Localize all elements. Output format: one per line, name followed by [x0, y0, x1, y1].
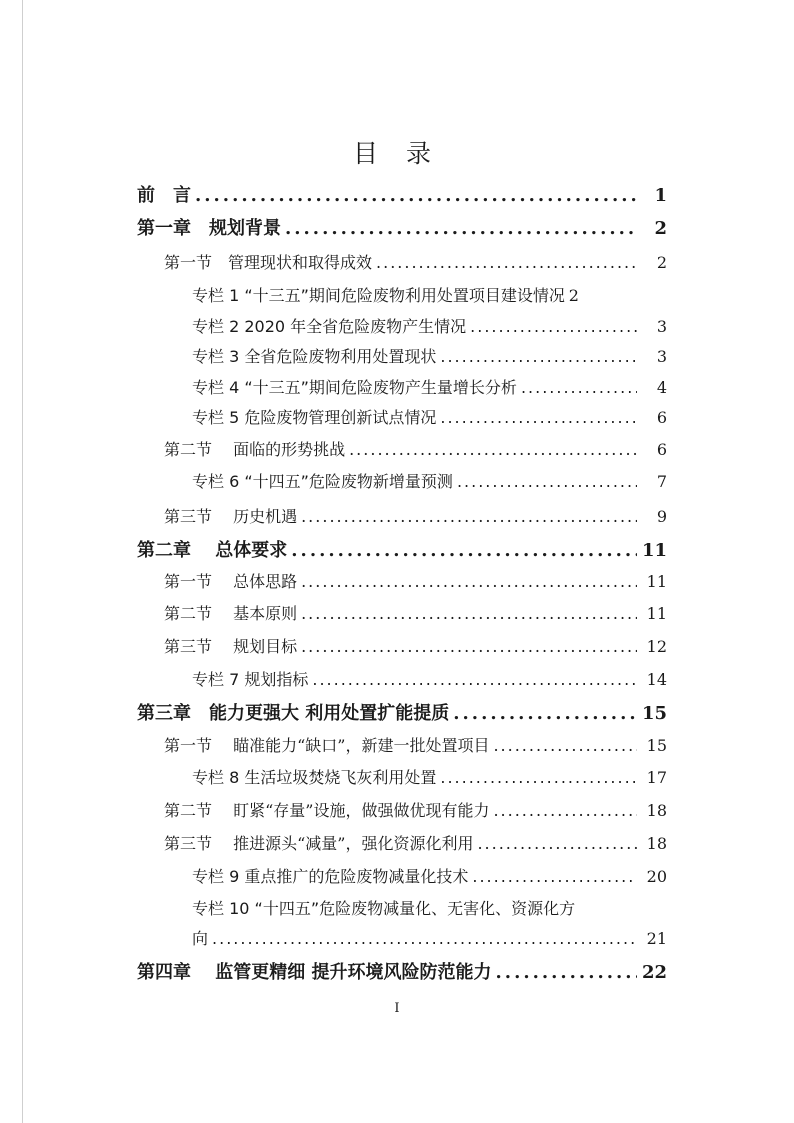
- toc-entry-page: 11: [646, 572, 667, 591]
- toc-entry-page: 15: [641, 703, 667, 724]
- toc-entry-page: 11: [641, 540, 667, 561]
- toc-entry-page: 21: [646, 929, 667, 948]
- toc-entry-chapter-2[interactable]: [137, 536, 667, 562]
- toc-entry-page: 18: [646, 801, 667, 820]
- dot-leader: [440, 768, 637, 787]
- toc-entry-label: 专栏 9 重点推广的危险废物减量化技术: [192, 867, 469, 886]
- toc-entry-chapter-3[interactable]: [137, 699, 667, 725]
- dot-leader: [376, 253, 637, 272]
- toc-entry-page: 3: [656, 317, 667, 336]
- toc-entry-section[interactable]: [164, 798, 667, 821]
- toc-entry-box[interactable]: [192, 667, 667, 690]
- toc-entry-section[interactable]: [164, 569, 667, 592]
- toc-entry-label: 前 言: [137, 185, 191, 206]
- dot-leader: [440, 347, 637, 366]
- dot-leader: [301, 572, 637, 591]
- toc-entry-label: 第一节 管理现状和取得成效: [164, 253, 373, 272]
- toc-entry-label: 专栏 1 “十三五”期间危险废物利用处置项目建设情况: [192, 286, 565, 305]
- toc-entry-section[interactable]: [164, 733, 667, 756]
- toc-entry-section[interactable]: [164, 250, 667, 273]
- toc-entry-page: 12: [646, 637, 667, 656]
- dot-leader: [496, 962, 637, 983]
- toc-entry-label: 专栏 8 生活垃圾焚烧飞灰利用处置: [192, 768, 437, 787]
- toc-entry-page: 15: [646, 736, 667, 755]
- toc-entry-section[interactable]: [164, 601, 667, 624]
- toc-entry-box[interactable]: [192, 864, 667, 887]
- dot-leader: [301, 507, 637, 526]
- dot-leader: [312, 670, 637, 689]
- toc-entry-chapter-4[interactable]: [137, 958, 667, 984]
- toc-entry-label: 第二节 基本原则: [164, 604, 298, 623]
- dot-leader: [470, 317, 637, 336]
- dot-leader: [457, 472, 637, 491]
- toc-entry-section[interactable]: [164, 504, 667, 527]
- toc-entry-chapter-1[interactable]: [137, 214, 667, 240]
- toc-entry-box[interactable]: [192, 405, 667, 428]
- toc-entry-page: 6: [656, 408, 667, 427]
- toc-entry-page: 1: [654, 185, 667, 206]
- toc-entry-page: 20: [646, 867, 667, 886]
- toc-entry-page: 2: [654, 218, 667, 239]
- toc-entry-page: 18: [646, 834, 667, 853]
- dot-leader: [493, 736, 637, 755]
- toc-entry-label: 第二节 盯紧“存量”设施，做强做优现有能力: [164, 801, 490, 820]
- toc-entry-label: 专栏 6 “十四五”危险废物新增量预测: [192, 472, 453, 491]
- dot-leader: [285, 218, 637, 239]
- dot-leader: [453, 703, 637, 724]
- toc-entry-box-line2[interactable]: [192, 926, 667, 949]
- toc-entry-page: 11: [646, 604, 667, 623]
- toc-entry-label: 专栏 7 规划指标: [192, 670, 309, 689]
- toc-entry-box[interactable]: [192, 344, 667, 367]
- toc-entry-section[interactable]: [164, 831, 667, 854]
- toc-entry-box[interactable]: [192, 469, 667, 492]
- toc-entry-label: 专栏 4 “十三五”期间危险废物产生量增长分析: [192, 378, 517, 397]
- dot-leader: [291, 540, 637, 561]
- toc-entry-label-continued: 向: [192, 929, 209, 948]
- toc-entry-box[interactable]: [192, 314, 667, 337]
- dot-leader: [493, 801, 637, 820]
- toc-entry-page: 9: [656, 507, 667, 526]
- dot-leader: [472, 867, 637, 886]
- toc-entry-page: 6: [656, 440, 667, 459]
- toc-entry-label: 第三节 历史机遇: [164, 507, 298, 526]
- toc-entry-label: 第一章 规划背景: [137, 218, 281, 239]
- toc-entry-page: 3: [656, 347, 667, 366]
- toc-entry-box[interactable]: [192, 283, 682, 306]
- toc-entry-box-line1[interactable]: [192, 896, 667, 919]
- toc-entry-label: 专栏 10 “十四五”危险废物减量化、无害化、资源化方: [192, 899, 576, 918]
- dot-leader: [212, 929, 637, 948]
- toc-entry-page: 7: [656, 472, 667, 491]
- toc-entry-label: 专栏 5 危险废物管理创新试点情况: [192, 408, 437, 427]
- toc-entry-page: 2: [656, 253, 667, 272]
- toc-entry-label: 专栏 3 全省危险废物利用处置现状: [192, 347, 437, 366]
- toc-entry-box[interactable]: [192, 375, 667, 398]
- toc-entry-section[interactable]: [164, 437, 667, 460]
- toc-entry-page: 17: [646, 768, 667, 787]
- toc-entry-section[interactable]: [164, 634, 667, 657]
- dot-leader: [349, 440, 637, 459]
- toc-entry-box[interactable]: [192, 765, 667, 788]
- dot-leader: [477, 834, 637, 853]
- toc-entry-label: 第二节 面临的形势挑战: [164, 440, 346, 459]
- toc-entry-page: 14: [646, 670, 667, 689]
- toc-entry-page: 2: [568, 286, 579, 305]
- toc-entry-label: 第一节 瞄准能力“缺口”，新建一批处置项目: [164, 736, 490, 755]
- toc-entry-label: 第一节 总体思路: [164, 572, 298, 591]
- toc-entry-preface[interactable]: [137, 181, 667, 207]
- toc-entry-label: 第三章 能力更强大 利用处置扩能提质: [137, 703, 450, 724]
- toc-entry-page: 22: [641, 962, 667, 983]
- dot-leader: [440, 408, 637, 427]
- toc-entry-label: 第三节 推进源头“减量”，强化资源化利用: [164, 834, 474, 853]
- dot-leader: [195, 185, 637, 206]
- toc-entry-label: 专栏 2 2020 年全省危险废物产生情况: [192, 317, 467, 336]
- toc-entry-label: 第三节 规划目标: [164, 637, 298, 656]
- dot-leader: [301, 604, 637, 623]
- toc-entry-label: 第二章 总体要求: [137, 540, 288, 561]
- dot-leader: [301, 637, 637, 656]
- toc-entry-label: 第四章 监管更精细 提升环境风险防范能力: [137, 962, 492, 983]
- page-number-footer: I: [394, 1001, 400, 1016]
- toc-title: 目 录: [353, 139, 441, 168]
- dot-leader: [521, 378, 637, 397]
- toc-entry-page: 4: [656, 378, 667, 397]
